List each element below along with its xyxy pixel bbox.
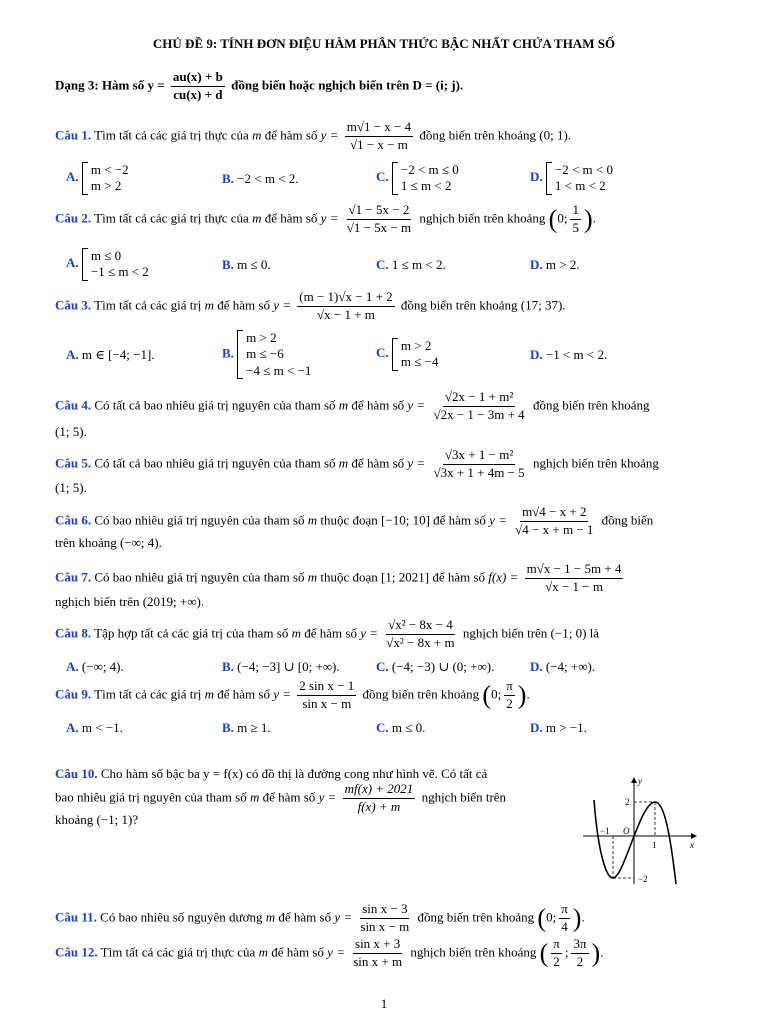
option-d[interactable]	[530, 659, 595, 675]
option-text: m ≥ 1.	[237, 720, 271, 735]
question-6	[55, 505, 653, 538]
denominator: √x − 1 + m	[316, 306, 375, 322]
denominator: √4 − x + m − 1	[515, 521, 594, 537]
param-m: m	[249, 789, 260, 805]
question-text: Tìm tất cả các giá trị thực của	[94, 210, 249, 226]
numerator: √x² − 8x − 4	[386, 618, 455, 635]
question-text: nghịch biến trên khoảng	[532, 455, 659, 471]
function-fraction	[345, 120, 413, 153]
x-axis-label: x	[690, 840, 694, 850]
tick-label-ym2: −2	[638, 874, 648, 884]
numerator: sin x + 3	[353, 937, 402, 954]
question-4	[55, 390, 650, 423]
question-text: để hàm số	[278, 909, 332, 925]
numerator: √3x + 1 − m²	[443, 448, 515, 465]
question-text: thuộc đoạn [1; 2021] để hàm số	[320, 569, 486, 585]
denominator: 4	[561, 918, 568, 934]
denominator: sin x − m	[302, 695, 352, 711]
option-text: −2 < m < 2.	[237, 171, 299, 186]
question-label: Câu 8.	[55, 625, 92, 641]
question-10-line-3: khoảng (−1; 1)?	[55, 812, 139, 827]
function-name: y =	[489, 512, 507, 528]
question-text: đồng biến trên khoảng	[532, 397, 650, 413]
numerator: m√4 − x + 2	[520, 505, 588, 522]
case-bracket	[392, 162, 459, 195]
case-line: m < −2	[90, 162, 129, 177]
option-a[interactable]	[66, 162, 129, 195]
function-fraction	[525, 562, 624, 595]
question-8	[55, 618, 599, 651]
question-label: Câu 6.	[55, 512, 92, 528]
option-label: D.	[530, 257, 543, 272]
question-label: Câu 12.	[55, 944, 98, 960]
case-bracket	[82, 248, 149, 281]
function-name: y =	[327, 944, 345, 960]
numerator: m√1 − x − 4	[345, 120, 413, 137]
form-suffix: đồng biến hoặc nghịch biến trên D = (i; j).	[231, 77, 464, 93]
option-label: C.	[376, 659, 389, 674]
numerator: √1 − 5x − 2	[347, 203, 412, 220]
function-name: y =	[318, 789, 337, 805]
numerator: 2 sin x − 1	[297, 679, 356, 696]
interval-end-fraction	[571, 937, 588, 970]
numerator: sin x − 3	[360, 902, 409, 919]
param-m: m	[307, 512, 318, 528]
option-b[interactable]	[222, 171, 299, 187]
question-text: Có bao nhiêu giá trị nguyên của tham số	[94, 512, 305, 528]
function-name: y =	[320, 210, 339, 226]
question-10-line-2	[55, 782, 506, 815]
function-fraction	[513, 505, 595, 538]
question-11: Câu 11. Có bao nhiêu số nguyên dương m để hàm số y = $\frac{\text{sin x − 3}}{\text{sin x − m}}$ đồng biến trên khoảng (0; $\frac{\pi}{4}$ ).	[55, 901, 585, 934]
numerator: 3π	[571, 937, 588, 954]
question-1	[55, 120, 571, 153]
option-text: (−4; −3) ∪ (0; +∞).	[391, 659, 495, 674]
question-text: đồng biến trên khoảng	[362, 686, 480, 702]
question-5	[55, 448, 659, 481]
interval-fraction	[504, 679, 515, 712]
function-name: y =	[320, 127, 339, 143]
denominator: 2	[576, 953, 584, 969]
function-fraction	[297, 679, 356, 712]
question-text: Cho hàm số bậc ba y = f(x) có đồ thị là đường cong như hình vẽ. Có tất cả	[100, 766, 488, 781]
option-b[interactable]	[222, 330, 311, 379]
param-m: m	[307, 569, 318, 585]
case-line: 1 ≤ m < 2	[400, 178, 452, 194]
param-m: m	[252, 210, 262, 226]
case-bracket	[546, 162, 613, 195]
question-2: Câu 2. Tìm tất cả các giá trị thực của m để hàm số y = $\frac{√1 - 5x - 2}{√1 - 5x - m}$ nghịch biến trên khoảng (0; $\frac{1}{5}$ ).	[55, 202, 596, 235]
tick-label-xm1: −1	[600, 826, 610, 836]
question-label: Câu 3.	[55, 297, 92, 313]
option-text: 1 ≤ m < 2.	[391, 257, 446, 272]
numerator: 1	[570, 203, 581, 220]
function-fraction	[384, 618, 456, 651]
option-text: m ≤ 0.	[237, 257, 271, 272]
question-3	[55, 290, 566, 323]
param-m: m	[258, 944, 268, 960]
case-line: m ≤ 0	[90, 248, 122, 263]
form-statement	[55, 70, 463, 103]
param-m: m	[204, 686, 214, 702]
question-label: Câu 7.	[55, 569, 92, 585]
question-text: để hàm số	[271, 944, 324, 960]
question-7	[55, 562, 626, 595]
question-text: để hàm số	[262, 789, 316, 805]
option-text: (−4; −3] ∪ [0; +∞).	[237, 659, 340, 674]
option-text: m ≤ 0.	[391, 720, 426, 735]
question-label: Câu 1.	[55, 127, 92, 143]
question-text: để hàm số	[304, 625, 357, 641]
cubic-function-graph	[578, 772, 700, 890]
option-label: A.	[66, 720, 79, 735]
question-text: để hàm số	[351, 397, 405, 413]
numerator: π	[551, 937, 562, 954]
question-7-continuation: nghịch biến trên (2019; +∞).	[55, 594, 205, 609]
option-b[interactable]	[222, 659, 340, 675]
interval-start: 0;	[557, 210, 568, 226]
question-text: Tìm tất cả các giá trị thực của	[94, 127, 249, 143]
option-d[interactable]	[530, 720, 587, 736]
case-line: m ≤ −4	[400, 354, 439, 370]
case-line: m ≤ −6	[246, 346, 284, 362]
option-b[interactable]	[222, 720, 271, 736]
interval-start-fraction	[551, 937, 562, 970]
form-prefix: Dạng 3: Hàm số y =	[55, 77, 165, 93]
question-text: Có tất cả bao nhiêu giá trị nguyên của tham số	[94, 397, 336, 413]
numerator: π	[559, 902, 570, 919]
function-name: y =	[360, 625, 379, 641]
option-a[interactable]	[66, 659, 124, 675]
question-text: Có tất cả bao nhiêu giá trị nguyên của tham số	[94, 455, 336, 471]
option-label: A.	[66, 169, 79, 185]
case-line: 1 < m < 2	[554, 178, 606, 194]
option-label: C.	[376, 257, 389, 272]
option-text: m > −1.	[545, 720, 587, 735]
question-text: để hàm số	[351, 455, 405, 471]
case-line: m > 2	[246, 330, 277, 345]
question-text: Tìm tất cả các giá trị	[94, 297, 202, 313]
denominator: √x − 1 − m	[545, 578, 603, 594]
question-text: Có bao nhiêu số nguyên dương	[100, 909, 263, 925]
denominator: √3x + 1 + 4m − 5	[433, 464, 525, 480]
interval-start: 0;	[546, 909, 557, 925]
case-line: −4 ≤ m < −1	[246, 362, 312, 378]
function-fraction	[345, 203, 413, 236]
denominator: √x² − 8x + m	[386, 634, 455, 650]
option-c[interactable]	[376, 659, 494, 675]
question-label: Câu 10.	[55, 766, 98, 781]
question-5-continuation: (1; 5).	[55, 480, 87, 495]
numerator: π	[504, 679, 515, 696]
option-label: C.	[376, 169, 389, 185]
function-name: y =	[407, 455, 426, 471]
numerator: mf(x) + 2021	[343, 782, 416, 799]
option-label: C.	[376, 720, 389, 735]
question-text: để hàm số	[217, 686, 270, 702]
case-line: −2 < m < 0	[554, 162, 613, 177]
function-name: y =	[407, 397, 426, 413]
param-m: m	[338, 455, 349, 471]
denominator: f(x) + m	[357, 798, 401, 814]
denominator: √1 − x − m	[349, 136, 408, 152]
numerator: (m − 1)√x − 1 + 2	[297, 290, 394, 307]
case-line: m > 2	[400, 338, 432, 353]
question-text: đồng biến trên khoảng (0; 1).	[419, 127, 572, 143]
option-d[interactable]	[530, 257, 580, 273]
param-m: m	[265, 909, 276, 925]
option-a[interactable]	[66, 720, 123, 736]
option-text: m ∈ [−4; −1].	[81, 347, 155, 362]
option-label: D.	[530, 720, 543, 735]
option-label: B.	[222, 171, 234, 186]
question-label: Câu 5.	[55, 455, 92, 471]
origin-label: O	[623, 826, 630, 836]
denominator: sin x − m	[360, 918, 410, 934]
denominator: sin x + m	[353, 953, 403, 969]
option-label: B.	[222, 659, 234, 674]
question-text: để hàm số	[217, 297, 270, 313]
question-text: đồng biến	[601, 512, 654, 528]
question-text: thuộc đoạn [−10; 10] để hàm số	[320, 512, 486, 528]
question-text: Tìm tất cả các giá trị thực của	[100, 944, 256, 960]
cubic-curve	[594, 800, 676, 884]
option-a[interactable]	[66, 248, 149, 281]
numerator: √2x − 1 + m²	[443, 390, 515, 407]
y-axis-label: y	[638, 776, 642, 786]
form-numerator: au(x) + b	[171, 70, 225, 87]
option-label: C.	[376, 345, 389, 361]
question-label: Câu 9.	[55, 686, 92, 702]
question-text: Có bao nhiêu giá trị nguyên của tham số	[94, 569, 305, 585]
case-bracket	[237, 330, 311, 379]
form-denominator: cu(x) + d	[173, 86, 223, 102]
option-text: −1 < m < 2.	[545, 347, 608, 362]
question-9: Câu 9. Tìm tất cả các giá trị m để hàm số y = $\frac{\text{2 sin x − 1}}{\text{sin x − m}}$ đồng biến trên khoảng (0; $\frac{\pi}{2}$ ).	[55, 678, 530, 711]
function-fraction	[343, 782, 416, 815]
option-b[interactable]	[222, 257, 271, 273]
question-text: nghịch biến trên (−1; 0) là	[462, 625, 600, 641]
interval-start: 0;	[491, 686, 502, 702]
function-name: y =	[334, 909, 353, 925]
interval-fraction	[570, 203, 581, 236]
param-m: m	[338, 397, 349, 413]
option-c[interactable]	[376, 162, 459, 195]
question-text: nghịch biến trên khoảng	[419, 210, 546, 226]
option-label: D.	[530, 347, 543, 362]
question-label: Câu 4.	[55, 397, 92, 413]
case-bracket	[392, 338, 439, 371]
function-name: y =	[273, 297, 291, 313]
option-label: A.	[66, 347, 79, 362]
option-text: m > 2.	[545, 257, 580, 272]
denominator: 2	[506, 695, 513, 711]
option-text: m < −1.	[81, 720, 123, 735]
option-label: B.	[222, 345, 234, 361]
question-4-continuation: (1; 5).	[55, 424, 87, 439]
tick-label-x1: 1	[652, 840, 657, 850]
option-d[interactable]	[530, 162, 613, 195]
question-text: nghịch biến trên khoảng	[410, 944, 537, 960]
option-c[interactable]	[376, 338, 438, 371]
question-text: để hàm số	[264, 210, 318, 226]
tick-label-y2: 2	[625, 797, 630, 807]
option-label: A.	[66, 255, 79, 271]
question-12: Câu 12. Tìm tất cả các giá trị thực của m để hàm số y = $\frac{\text{sin x + 3}}{\text{sin x + m}}$ nghịch biến trên khoảng ( $\frac{\pi}{2}$ ; $\frac{3\pi}{2}$ ).	[55, 936, 604, 969]
question-text: để hàm số	[264, 127, 318, 143]
case-line: −1 ≤ m < 2	[90, 264, 149, 280]
param-m: m	[204, 297, 214, 313]
page-number: 1	[380, 996, 388, 1011]
param-m: m	[291, 625, 301, 641]
case-line: −2 < m ≤ 0	[400, 162, 459, 177]
question-label: Câu 11.	[55, 909, 97, 925]
param-m: m	[252, 127, 262, 143]
option-label: D.	[530, 659, 543, 674]
denominator: √2x − 1 − 3m + 4	[433, 406, 525, 422]
question-text: đồng biến trên khoảng	[417, 909, 535, 925]
case-bracket	[82, 162, 129, 195]
option-label: B.	[222, 257, 234, 272]
function-name: y =	[273, 686, 291, 702]
function-name: f(x) =	[488, 569, 519, 585]
question-label: Câu 2.	[55, 210, 92, 226]
question-6-continuation: trên khoảng (−∞; 4).	[55, 535, 162, 550]
function-fraction	[431, 390, 526, 423]
option-d[interactable]	[530, 347, 607, 363]
question-text: nghịch biến trên	[421, 789, 507, 805]
option-c[interactable]	[376, 720, 425, 736]
function-fraction	[297, 290, 394, 323]
option-text: (−∞; 4).	[81, 659, 124, 674]
function-fraction	[351, 937, 404, 970]
case-line: m > 2	[90, 178, 122, 194]
form-fraction	[171, 70, 225, 103]
denominator: 5	[572, 219, 579, 235]
question-10	[55, 766, 487, 782]
option-c[interactable]	[376, 257, 446, 273]
option-a[interactable]	[66, 347, 155, 363]
denominator: √1 − 5x − m	[346, 219, 412, 235]
function-fraction	[431, 448, 526, 481]
option-label: B.	[222, 720, 234, 735]
page-title: CHỦ ĐỀ 9: TÍNH ĐƠN ĐIỆU HÀM PHÂN THỨC BẬC NHẤT CHỨA THAM SỐ	[152, 36, 616, 51]
question-text: bao nhiêu giá trị nguyên của tham số	[55, 789, 247, 805]
question-text: Tìm tất cả các giá trị	[94, 686, 202, 702]
option-text: (−4; +∞).	[545, 659, 596, 674]
question-text: Tập hợp tất cả các giá trị của tham số	[94, 625, 289, 641]
interval-fraction	[559, 902, 570, 935]
numerator: m√x − 1 − 5m + 4	[525, 562, 624, 579]
option-label: A.	[66, 659, 79, 674]
option-label: D.	[530, 169, 543, 185]
function-fraction	[358, 902, 411, 935]
denominator: 2	[553, 953, 560, 969]
question-text: đồng biến trên khoảng (17; 37).	[400, 297, 566, 313]
